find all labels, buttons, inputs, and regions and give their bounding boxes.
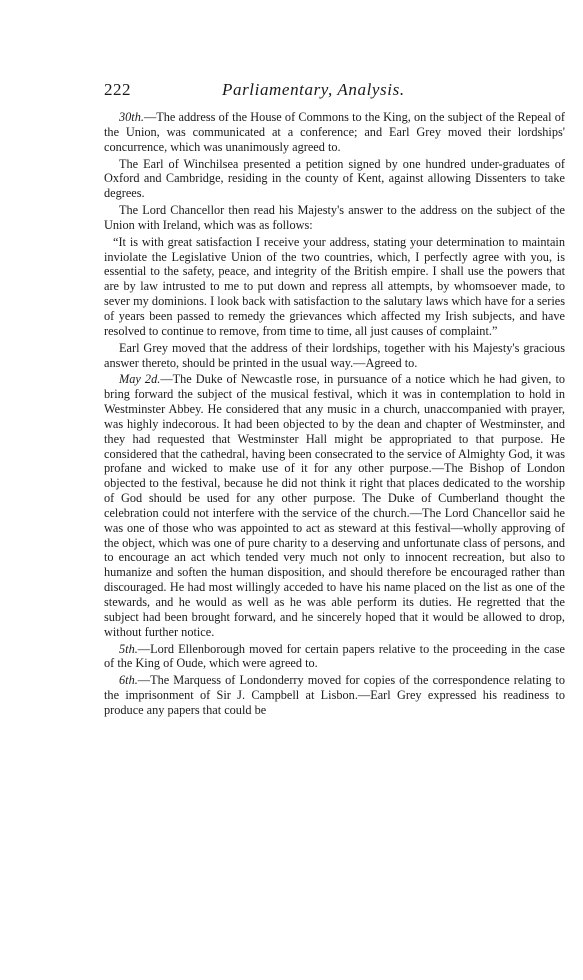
entry-date: 30th. xyxy=(119,110,144,124)
entry-date: 5th. xyxy=(119,641,138,656)
paragraph-earl-grey-motion xyxy=(104,341,565,371)
running-title: Parliamentary, Analysis. xyxy=(222,80,405,99)
paragraph-may-2d xyxy=(104,372,565,639)
paragraph-text: The Earl of Winchilsea presented a petition signed by one hundred under-graduates of Oxford and Cambridge, residing in the county of Kent, against allowing Dissenters to take degrees. xyxy=(104,156,565,201)
entry-date: May 2d. xyxy=(119,372,161,387)
paragraph-text: “It is with great satisfaction I receive your address, stating your determination to maintain inviolate the Legislative Union of the two countries, which, I perfectly agree with you, is essential to the safety, peace, and integrity of the British empire. I shall use the powers that are by law intrusted to me to put down and repress all attempts, by whomsoever made, to sever my dominions. I look back with satisfaction to the salutary laws which have for a series of years been passed to remedy the grievances which affected my Irish subjects, and have resolved to continue to remove, from time to time, all just causes of complaint.” xyxy=(104,234,565,338)
paragraph-30th xyxy=(104,110,565,155)
paragraph-5th xyxy=(104,642,565,672)
paragraph-chancellor-reads-answer xyxy=(104,203,565,233)
paragraph-text: —Lord Ellenborough moved for certain papers relative to the proceeding in the case of the King of Oude, which were agreed to. xyxy=(104,641,565,671)
entry-date: 6th. xyxy=(119,673,138,688)
paragraph-text: Earl Grey moved that the address of their lordships, together with his Majesty's gracious answer thereto, should be printed in the usual way.—Agreed to. xyxy=(104,340,565,370)
paragraph-text: The Lord Chancellor then read his Majesty's answer to the address on the subject of the Union with Ireland, which was as follows: xyxy=(104,203,565,232)
page-body xyxy=(104,110,565,720)
paragraph-winchilsea-petition xyxy=(104,157,565,202)
page-header xyxy=(104,80,462,102)
paragraph-text: —The Duke of Newcastle rose, in pursuance of a notice which he had given, to bring forward the subject of the musical festival, which it was in contemplation to hold in Westminster Abbey. He considered that any music in a church, unaccompanied with prayer, was highly indecorous. It had been objected to by the dean and chapter of Westminster, and they had requested that Westminster Hall might be appropriated to that purpose. He considered that the cathedral, having been consecrated to the service of Almighty God, it was profane and wicked to make use of it for any other purpose.—The Bishop of London objected to the festival, because he did not think it right that places dedicated to the worship of God should be used for any other purpose. The Duke of Cumberland thought the celebration could not interfere with the service of the church.—The Lord Chancellor said he was one of those who was appointed to act as steward at this festival—wholly approving of the object, which was one of pure charity to a deserving and unfortunate class of persons, and to encourage an act which tended very much not only to innocent recreation, but also to humanize and soften the human disposition, and should therefore be encouraged rather than discouraged. He had most willingly acceded to have his name placed on the list as one of the stewards, and he would as well as he was able perform its duties. He regretted that the subject had been brought forward, and he sincerely hoped that it would be allowed to drop, without further notice. xyxy=(104,372,566,639)
paragraph-text: —The Marquess of Londonderry moved for copies of the correspondence relating to the imprisonment of Sir J. Campbell at Lisbon.—Earl Grey expressed his readiness to produce any papers that could be xyxy=(104,673,565,717)
paragraph-text: —The address of the House of Commons to the King, on the subject of the Repeal of the Union, was communicated at a conference; and Earl Grey moved their lordships' concurrence, which was unanimously agreed to. xyxy=(104,110,565,154)
paragraph-6th xyxy=(104,673,565,718)
paragraph-majesty-answer-quote xyxy=(104,235,565,339)
page-number: 222 xyxy=(104,80,131,99)
